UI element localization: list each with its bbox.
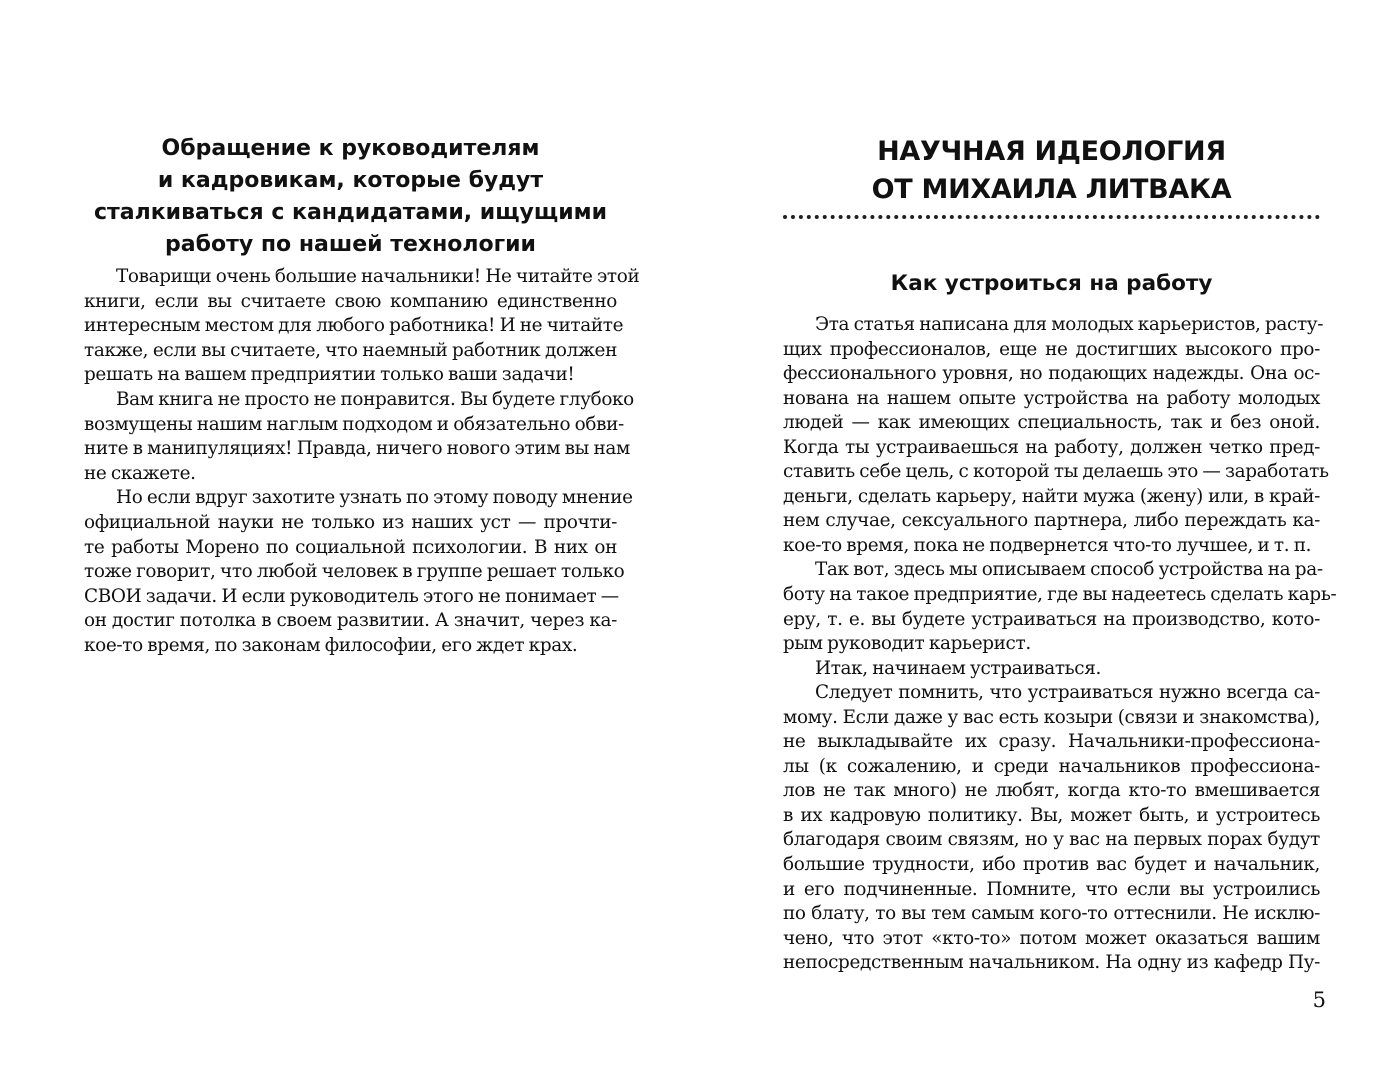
text-line: ставить себе цель, с которой ты делаешь это — заработать xyxy=(783,461,1329,483)
left-page-heading xyxy=(84,133,617,261)
text-line: возмущены нашим наглым подходом и обязательно обви- xyxy=(84,413,624,435)
right-page-body xyxy=(783,313,1337,976)
text-line: Но если вдруг захотите узнать по этому поводу мнение xyxy=(116,487,633,509)
page-number: 5 xyxy=(1312,988,1326,1012)
chapter-title xyxy=(783,133,1320,209)
text-line: решать на вашем предприятии только ваши задачи! xyxy=(84,364,575,386)
text-line: чено, что этот «кто-то» потом может оказаться вашим xyxy=(783,927,1320,949)
heading-line: работу по нашей технологии xyxy=(165,232,536,257)
text-line: и его подчиненные. Помните, что если вы устроились xyxy=(783,878,1320,900)
dotted-divider xyxy=(783,215,1320,219)
section-title: Как устроиться на работу xyxy=(890,271,1213,296)
text-line: Так вот, здесь мы описываем способ устройства на ра- xyxy=(815,559,1323,581)
text-line: не скажете. xyxy=(84,462,196,484)
chapter-title-line: НАУЧНАЯ ИДЕОЛОГИЯ xyxy=(877,136,1226,167)
paragraph xyxy=(783,313,1329,558)
text-line: Следует помнить, что устраиваться нужно всегда са- xyxy=(815,682,1320,704)
text-line: по блату, то вы тем самым кого-то оттеснили. Не исклю- xyxy=(783,903,1320,925)
text-line: боту на такое предприятие, где вы надеетесь сделать карь- xyxy=(783,584,1337,606)
chapter-title-line: ОТ МИХАИЛА ЛИТВАКА xyxy=(871,174,1232,205)
left-page-body xyxy=(84,265,640,659)
text-line: СВОИ задачи. И если руководитель этого не понимает — xyxy=(84,585,619,607)
text-line: щих профессионалов, еще не достигших высокого про- xyxy=(783,338,1320,360)
text-line: книги, если вы считаете свою компанию единственно xyxy=(84,290,617,312)
text-line: лов не так много) не любят, когда кто-то вмешивается xyxy=(783,780,1320,802)
text-line: Товарищи очень большие начальники! Не читайте этой xyxy=(116,266,640,287)
text-line: нем случае, сексуального партнера, либо переждать ка- xyxy=(783,510,1320,532)
text-line: также, если вы считаете, что наемный работник должен xyxy=(84,339,617,361)
text-line: интересным местом для любого работника! И не читайте xyxy=(84,315,624,337)
text-line: те работы Морено по социальной психологии. В них он xyxy=(84,536,617,558)
text-line: деньги, сделать карьеру, найти мужа (жену) или, в край- xyxy=(783,485,1320,507)
heading-line: сталкиваться с кандидатами, ищущими xyxy=(93,200,608,225)
paragraph xyxy=(84,388,634,486)
text-line: еру, т. е. вы будете устраиваться на производство, кото- xyxy=(783,608,1320,630)
paragraph xyxy=(783,558,1337,656)
text-line: благодаря своим связям, но у вас на первых порах будут xyxy=(783,829,1320,851)
text-line: нована на нашем опыте устройства на работу молодых xyxy=(783,387,1320,409)
text-line: Эта статья написана для молодых карьеристов, расту- xyxy=(815,314,1324,335)
text-line: большие трудности, ибо против вас будет и начальник, xyxy=(783,854,1320,876)
text-line: кое-то время, пока не подвернется что-то лучшее, и т. п. xyxy=(783,534,1312,556)
text-line: ните в манипуляциях! Правда, ничего нового этим вы нам xyxy=(84,438,630,460)
text-line: Итак, начинаем устраиваться. xyxy=(815,657,1101,679)
text-line: фессионального уровня, но подающих надежды. Она ос- xyxy=(783,363,1320,385)
paragraph xyxy=(84,265,640,388)
text-line: Когда ты устраиваешься на работу, должен четко пред- xyxy=(783,436,1320,458)
heading-line: Обращение к руководителям xyxy=(161,136,540,161)
text-line: тоже говорит, что любой человек в группе решает только xyxy=(84,561,625,583)
text-line: кое-то время, по законам философии, его ждет крах. xyxy=(84,634,578,656)
text-line: он достиг потолка в своем развитии. А значит, через ка- xyxy=(84,610,617,632)
text-line: непосредственным начальником. На одну из кафедр Пу- xyxy=(783,952,1320,974)
paragraph xyxy=(84,486,633,658)
text-line: официальной науки не только из наших уст — прочти- xyxy=(84,511,617,533)
text-line: в их кадровую политику. Вы, может быть, и устроитесь xyxy=(783,804,1320,826)
paragraph xyxy=(783,657,1320,682)
text-line: лы (к сожалению, и среди начальников профессиона- xyxy=(783,755,1320,777)
text-line: Вам книга не просто не понравится. Вы будете глубоко xyxy=(116,388,634,410)
text-line: мому. Если даже у вас есть козыри (связи и знакомства), xyxy=(783,706,1320,728)
paragraph xyxy=(783,681,1320,976)
text-line: рым руководит карьерист. xyxy=(783,633,1031,655)
text-line: людей — как имеющих специальность, так и без оной. xyxy=(783,412,1320,434)
heading-line: и кадровикам, которые будут xyxy=(157,168,544,193)
text-line: не выкладывайте их сразу. Начальники-профессиона- xyxy=(783,731,1320,753)
